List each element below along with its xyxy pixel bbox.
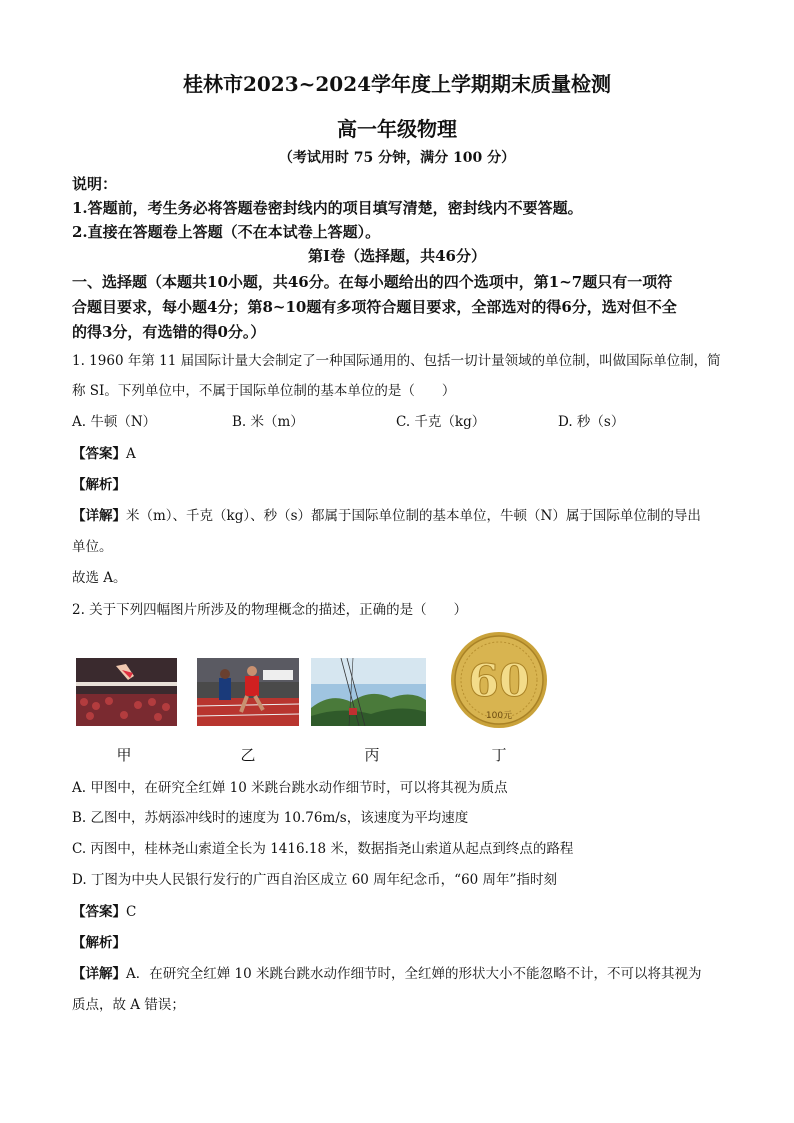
q1-detail-line: 单位。 <box>72 539 113 555</box>
section-title: 第Ⅰ卷（选择题，共46分） <box>308 247 486 265</box>
q2-answer <box>72 900 724 920</box>
sprint-photo <box>197 658 299 726</box>
exam-note: （考试用时 75 分钟，满分 100 分） <box>278 150 516 166</box>
detail-text: 米（m）、千克（kg）、秒（s）都属于国际单位制的基本单位，牛顿（N）属于国际单位制的导出 <box>126 508 701 524</box>
q2-stem: 2. 关于下列四幅图片所涉及的物理概念的描述，正确的是（ ） <box>72 602 468 618</box>
instruction-item: 2.直接在答题卷上答题（不在本试卷上答题）。 <box>72 223 381 241</box>
answer-label: 【答案】 <box>72 446 126 462</box>
caption-bing: 丙 <box>364 746 380 764</box>
q1-conclusion: 故选 A。 <box>72 570 127 586</box>
answer-value: A <box>126 446 136 462</box>
detail-text: A．在研究全红婵 10 米跳台跳水动作细节时，全红婵的形状大小不能忽略不计，不可以将其视为 <box>126 966 702 982</box>
detail-label: 【详解】 <box>72 508 126 524</box>
caption-yi: 乙 <box>240 746 256 764</box>
exam-title: 桂林市2023~2024学年度上学期期末质量检测 <box>182 72 612 96</box>
instructions-label: 说明： <box>72 175 118 193</box>
coin-value: 100元 <box>485 711 513 721</box>
q2-detail-line: 质点，故 A 错误； <box>72 997 185 1013</box>
q1-analysis-label: 【解析】 <box>72 477 126 493</box>
exam-subtitle: 高一年级物理 <box>337 117 457 141</box>
q1-detail-line <box>72 504 724 524</box>
caption-ding: 丁 <box>491 746 507 764</box>
q1-stem-line: 1. 1960 年第 11 届国际计量大会制定了一种国际通用的、包括一切计量领域的单位制，叫做国际单位制，简 <box>72 353 721 369</box>
cable-car-photo <box>311 658 426 726</box>
commemorative-coin <box>449 630 549 730</box>
q1-option-b: B. 米（m） <box>232 414 304 430</box>
q1-answer <box>72 442 724 462</box>
answer-value: C <box>126 904 137 920</box>
q2-option-b: B. 乙图中，苏炳添冲线时的速度为 10.76m/s，该速度为平均速度 <box>72 810 469 826</box>
q1-stem-line: 称 SI。下列单位中，不属于国际单位制的基本单位的是（ ） <box>72 383 456 399</box>
detail-label: 【详解】 <box>72 966 126 982</box>
instruction-item: 1.答题前，考生务必将答题卷密封线内的项目填写清楚，密封线内不要答题。 <box>72 199 583 217</box>
q2-option-d: D. 丁图为中央人民银行发行的广西自治区成立 60 周年纪念币，“60 周年”指时刻 <box>72 872 557 888</box>
q1-option-c: C. 千克（kg） <box>396 414 486 430</box>
section-desc-line: 一、选择题（本题共10小题，共46分。在每小题给出的四个选项中，第1~7题只有一项符 <box>72 273 673 291</box>
q1-option-a: A. 牛顿（N） <box>72 414 157 430</box>
section-desc-line: 合题目要求，每小题4分；第8~10题有多项符合题目要求，全部选对的得6分，选对但不全 <box>72 298 677 316</box>
q2-analysis-label: 【解析】 <box>72 935 126 951</box>
answer-label: 【答案】 <box>72 904 126 920</box>
q2-option-c: C. 丙图中，桂林尧山索道全长为 1416.18 米，数据指尧山索道从起点到终点的路程 <box>72 841 574 857</box>
q2-option-a: A. 甲图中，在研究全红婵 10 米跳台跳水动作细节时，可以将其视为质点 <box>72 780 508 796</box>
q1-options <box>72 410 722 430</box>
q2-detail-line <box>72 962 724 982</box>
diving-photo <box>76 658 177 726</box>
caption-jia: 甲 <box>116 746 132 764</box>
q1-option-d: D. 秒（s） <box>558 414 625 430</box>
coin-number: 60 <box>468 656 530 707</box>
section-desc-line: 的得3分，有选错的得0分。） <box>72 323 266 341</box>
